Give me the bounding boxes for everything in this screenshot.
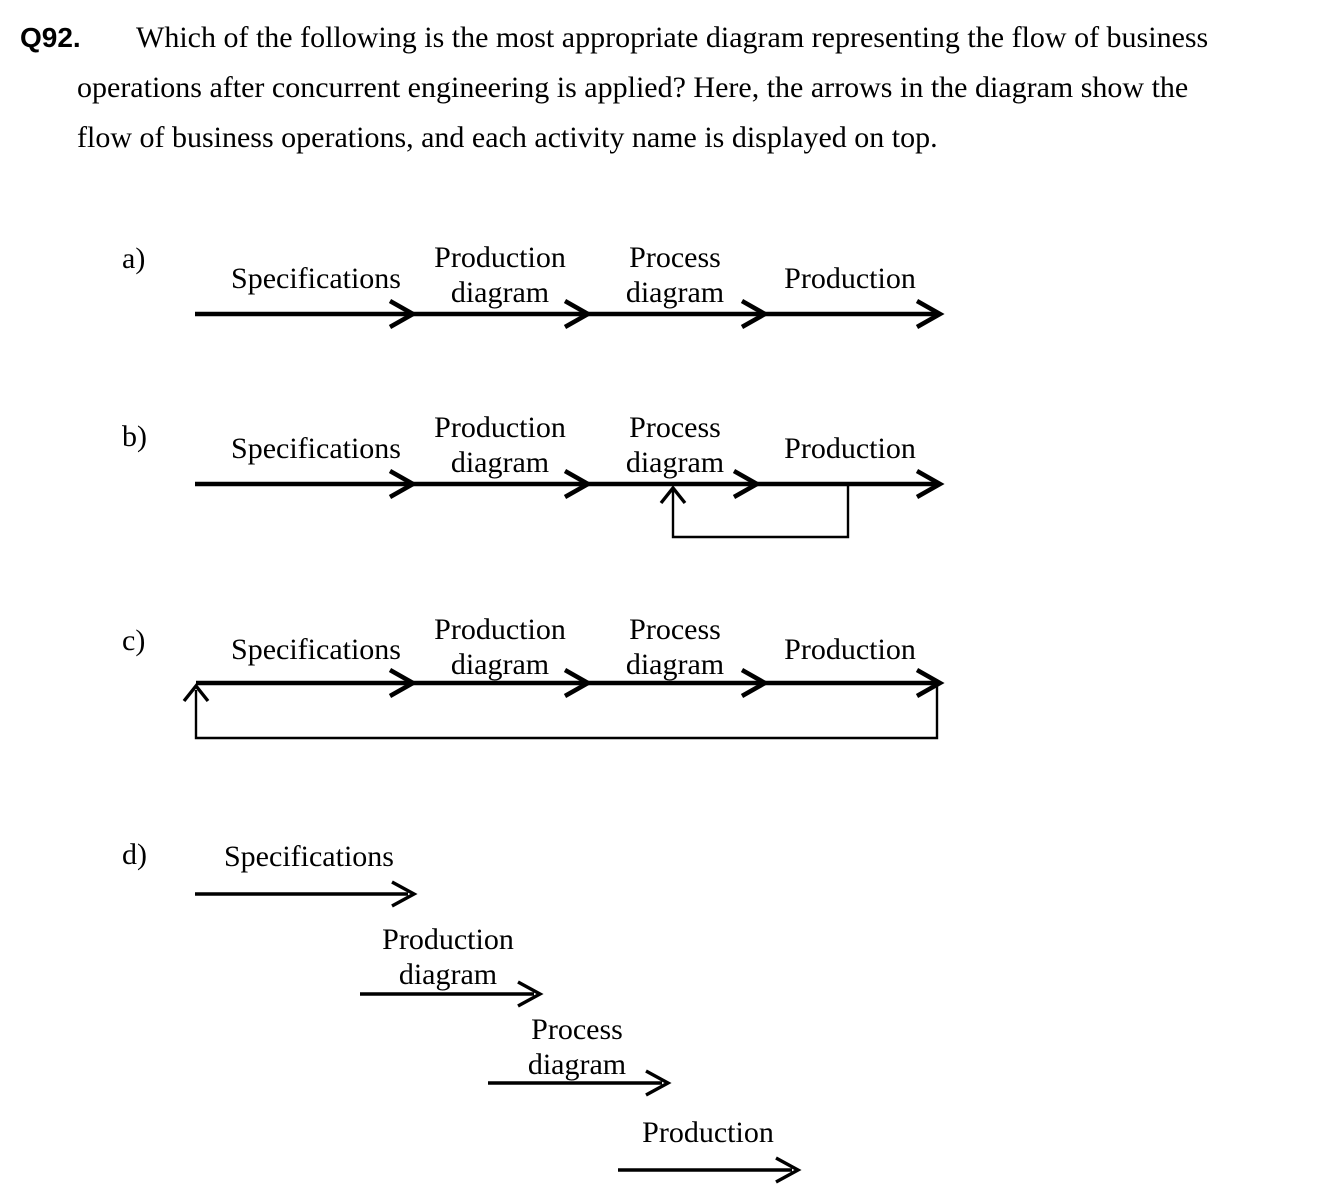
label-line: diagram [450, 446, 550, 479]
option-c-activity-label-production: Production [784, 633, 916, 666]
label-line: Production [434, 241, 566, 274]
question-text-line-1: Which of the following is the most appropriate diagram representing the flow of business [136, 21, 1209, 54]
label-line: diagram [625, 446, 725, 479]
option-a-activity-label-production: Production [784, 262, 916, 295]
label-line: Process [531, 1013, 623, 1046]
label-line: Process [629, 411, 721, 444]
option-a-letter: a) [122, 242, 146, 275]
question-text-line-2: operations after concurrent engineering is applied? Here, the arrows in the diagram show the [77, 71, 1189, 104]
question-text-line-3: flow of business operations, and each activity name is displayed on top. [77, 121, 938, 154]
option-b-letter: b) [122, 420, 147, 453]
option-b-activity-label-specifications: Specifications [231, 432, 401, 465]
option-d-letter: d) [122, 838, 147, 871]
option-d-activity-label-production: Production [642, 1116, 774, 1149]
label-line: Production [434, 411, 566, 444]
label-line: diagram [450, 648, 550, 681]
option-b-activity-label-production: Production [784, 432, 916, 465]
label-line: Process [629, 613, 721, 646]
label-line: diagram [625, 648, 725, 681]
option-a-activity-label-specifications: Specifications [231, 262, 401, 295]
label-line: diagram [398, 958, 498, 991]
option-c-activity-label-specifications: Specifications [231, 633, 401, 666]
label-line: diagram [527, 1048, 627, 1081]
label-line: Production [434, 613, 566, 646]
label-line: Process [629, 241, 721, 274]
label-line: diagram [625, 276, 725, 309]
question-number: Q92. [20, 22, 81, 53]
option-d-activity-label-specifications: Specifications [224, 840, 394, 873]
label-line: Production [382, 923, 514, 956]
label-line: diagram [450, 276, 550, 309]
option-c-letter: c) [122, 624, 146, 657]
